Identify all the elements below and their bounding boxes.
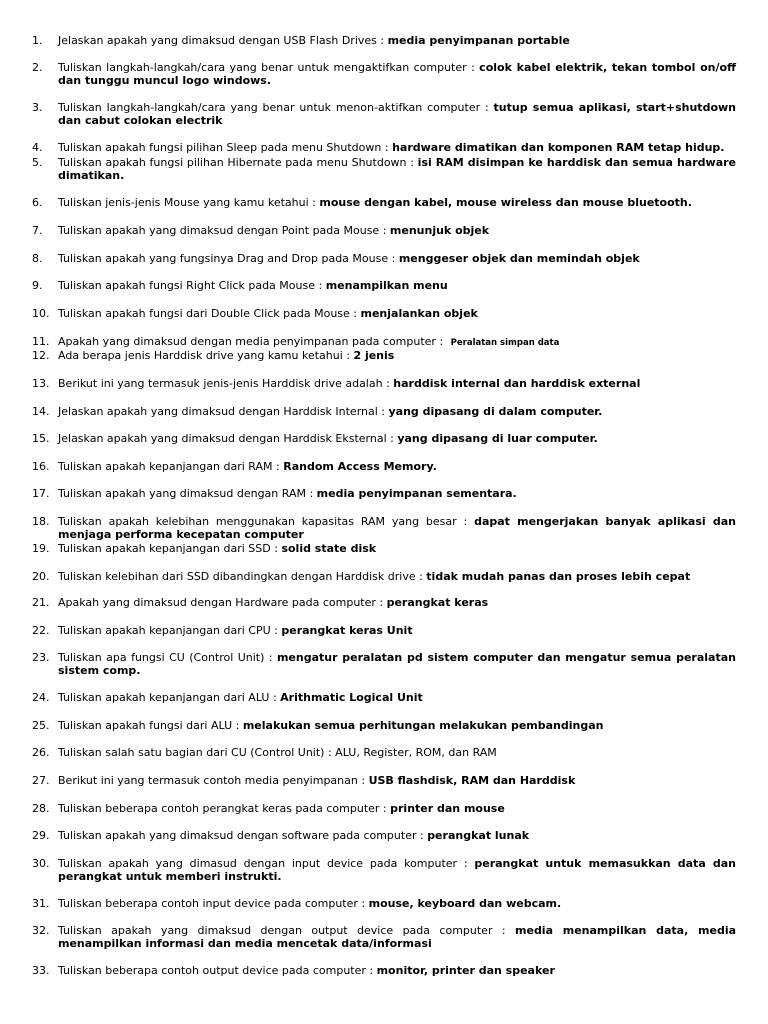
item-number: 14. (32, 405, 50, 418)
item-number: 26. (32, 746, 50, 759)
item-number: 23. (32, 651, 50, 664)
answer-text: perangkat untuk memasukkan data dan perangkat untuk memberi instrukti. (58, 857, 736, 883)
item-number: 18. (32, 515, 50, 528)
question-text: Berikut ini yang termasuk jenis-jenis Harddisk drive adalah : (58, 377, 394, 390)
question-text: Tuliskan apakah yang dimaksud dengan Point pada Mouse : (58, 224, 390, 237)
item-number: 28. (32, 802, 50, 815)
question-text: Tuliskan apakah yang dimasud dengan input device pada komputer : (58, 857, 475, 870)
answer-text: tutup semua aplikasi, start+shutdown dan cabut colokan electrik (58, 101, 736, 127)
answer-text: mouse, keyboard dan webcam. (368, 897, 562, 910)
answer-text: menjalankan objek (360, 307, 478, 320)
question-text: Jelaskan apakah yang dimaksud dengan Harddisk Eksternal : (58, 432, 398, 445)
question-text: Ada berapa jenis Harddisk drive yang kamu ketahui : (58, 349, 354, 362)
answer-text: melakukan semua perhitungan melakukan pembandingan (242, 719, 604, 732)
answer-text: mouse dengan kabel, mouse wireless dan mouse bluetooth. (319, 196, 692, 209)
item-number: 21. (32, 596, 50, 609)
item-number: 3. (32, 101, 43, 114)
item-number: 22. (32, 624, 50, 637)
item-number: 13. (32, 377, 50, 390)
question-text: Tuliskan langkah-langkah/cara yang benar untuk mengaktifkan computer : (58, 61, 480, 74)
item-number: 32. (32, 924, 50, 937)
item-number: 20. (32, 570, 50, 583)
question-text: Tuliskan apakah fungsi pilihan Hibernate pada menu Shutdown : (58, 156, 418, 169)
item-number: 8. (32, 252, 43, 265)
answer-text: dapat mengerjakan banyak aplikasi dan menjaga performa kecepatan computer (58, 515, 736, 541)
answer-text: hardware dimatikan dan komponen RAM tetap hidup. (392, 141, 725, 154)
item-number: 29. (32, 829, 50, 842)
item-number: 25. (32, 719, 50, 732)
question-text: Tuliskan apakah yang fungsinya Drag and Drop pada Mouse : (58, 252, 399, 265)
question-text: Tuliskan apakah kepanjangan dari SSD : (58, 542, 282, 555)
item-number: 4. (32, 141, 43, 154)
answer-text: menampilkan menu (325, 279, 448, 292)
item-number: 11. (32, 335, 50, 348)
answer-text: tidak mudah panas dan proses lebih cepat (426, 570, 691, 583)
answer-text: mengatur peralatan pd sistem computer dan mengatur semua peralatan sistem comp. (58, 651, 736, 677)
item-number: 33. (32, 964, 50, 977)
item-number: 27. (32, 774, 50, 787)
question-text: Tuliskan jenis-jenis Mouse yang kamu ketahui : (58, 196, 320, 209)
item-number: 30. (32, 857, 50, 870)
item-number: 12. (32, 349, 50, 362)
question-text: Apakah yang dimaksud dengan media penyimpanan pada computer : (58, 335, 447, 348)
question-text: Tuliskan apakah kepanjangan dari ALU : (58, 691, 281, 704)
question-text: Tuliskan apa fungsi CU (Control Unit) : (58, 651, 277, 664)
question-text: Tuliskan salah satu bagian dari CU (Control Unit) : ALU, Register, ROM, dan RAM (58, 746, 497, 759)
answer-text: perangkat keras (386, 596, 489, 609)
answer-text: solid state disk (281, 542, 377, 555)
question-text: Jelaskan apakah yang dimaksud dengan Harddisk Internal : (58, 405, 389, 418)
answer-text: menunjuk objek (389, 224, 490, 237)
question-text: Tuliskan beberapa contoh output device pada computer : (58, 964, 377, 977)
item-number: 1. (32, 34, 43, 47)
question-text: Tuliskan apakah fungsi dari ALU : (58, 719, 243, 732)
answer-text: yang dipasang di luar computer. (397, 432, 598, 445)
item-number: 19. (32, 542, 50, 555)
answer-text: perangkat lunak (427, 829, 530, 842)
question-text: Apakah yang dimaksud dengan Hardware pada computer : (58, 596, 387, 609)
answer-text: Arithmatic Logical Unit (280, 691, 423, 704)
answer-text: monitor, printer dan speaker (376, 964, 555, 977)
question-text: Tuliskan apakah yang dimaksud dengan software pada computer : (58, 829, 428, 842)
answer-text: isi RAM disimpan ke harddisk dan semua hardware dimatikan. (58, 156, 736, 182)
question-text: Tuliskan beberapa contoh input device pada computer : (58, 897, 369, 910)
item-number: 24. (32, 691, 50, 704)
question-text: Tuliskan kelebihan dari SSD dibandingkan dengan Harddisk drive : (58, 570, 427, 583)
item-number: 31. (32, 897, 50, 910)
item-number: 15. (32, 432, 50, 445)
question-text: Tuliskan apakah yang dimaksud dengan output device pada computer : (58, 924, 516, 937)
answer-text: harddisk internal dan harddisk external (393, 377, 641, 390)
question-text: Tuliskan apakah fungsi pilihan Sleep pada menu Shutdown : (58, 141, 393, 154)
question-text: Tuliskan apakah fungsi dari Double Click pada Mouse : (58, 307, 361, 320)
question-text: Tuliskan langkah-langkah/cara yang benar untuk menon-aktifkan computer : (58, 101, 494, 114)
answer-text: colok kabel elektrik, tekan tombol on/off dan tunggu muncul logo windows. (58, 61, 736, 87)
answer-text: media penyimpanan portable (387, 34, 570, 47)
answer-text: media penyimpanan sementara. (316, 487, 517, 500)
item-number: 16. (32, 460, 50, 473)
question-text: Berikut ini yang termasuk contoh media penyimpanan : (58, 774, 369, 787)
item-number: 10. (32, 307, 50, 320)
answer-text: Peralatan simpan data (450, 338, 560, 348)
question-text: Jelaskan apakah yang dimaksud dengan USB Flash Drives : (58, 34, 388, 47)
item-number: 7. (32, 224, 43, 237)
item-number: 2. (32, 61, 43, 74)
item-number: 9. (32, 279, 43, 292)
answer-text: USB flashdisk, RAM dan Harddisk (368, 774, 576, 787)
answer-text: menggeser objek dan memindah objek (398, 252, 640, 265)
answer-text: printer dan mouse (390, 802, 505, 815)
answer-text: Random Access Memory. (283, 460, 437, 473)
question-text: Tuliskan apakah yang dimaksud dengan RAM : (58, 487, 317, 500)
question-text: Tuliskan beberapa contoh perangkat keras pada computer : (58, 802, 391, 815)
answer-text: yang dipasang di dalam computer. (388, 405, 603, 418)
question-text: Tuliskan apakah kepanjangan dari CPU : (58, 624, 282, 637)
question-text: Tuliskan apakah kelebihan menggunakan kapasitas RAM yang besar : (58, 515, 475, 528)
answer-text: media menampilkan data, media menampilkan informasi dan media mencetak data/informasi (58, 924, 737, 950)
item-number: 6. (32, 196, 43, 209)
answer-text: perangkat keras Unit (281, 624, 413, 637)
question-text: Tuliskan apakah kepanjangan dari RAM : (58, 460, 284, 473)
item-number: 17. (32, 487, 50, 500)
item-number: 5. (32, 156, 43, 169)
answer-text: 2 jenis (353, 349, 395, 362)
question-text: Tuliskan apakah fungsi Right Click pada Mouse : (58, 279, 326, 292)
